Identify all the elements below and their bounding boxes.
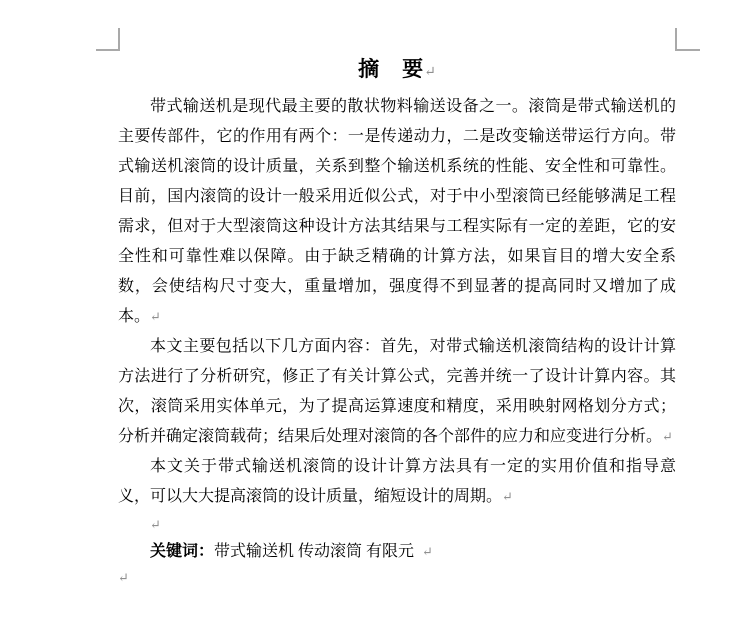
keywords-text: 带式输送机 传动滚筒 有限元 (214, 543, 415, 560)
margin-crop-mark-top-right-horizontal (675, 49, 700, 51)
paragraph-mark-icon: ↵ (502, 489, 513, 504)
abstract-paragraph-1-text: 带式输送机是现代最主要的散状物料输送设备之一。滚筒是带式输送机的主要传部件，它的作用有两个：一是传递动力，二是改变输送带运行方向。带式输送机滚筒的设计质量，关系到整个输送机系统的性能、安全性和可靠性。目前，国内滚筒的设计一般采用近似公式，对于中小型滚筒已经能够满足工程需求，但对于大型滚筒这种设计方法其结果与工程实际有一定的差距，它的安全性和可靠性难以保障。由于缺乏精确的计算方法，如果盲目的增大安全系数，会使结构尺寸变大，重量增加，强度得不到显著的提高同时又增加了成本。 (118, 98, 676, 325)
paragraph-mark-icon: ↵ (424, 65, 436, 80)
paragraph-mark-icon: ↵ (422, 544, 433, 559)
page-title (118, 52, 676, 90)
paragraph-mark-icon: ↵ (662, 429, 673, 444)
margin-crop-mark-top-left-vertical (118, 28, 120, 51)
paragraph-mark-icon: ↵ (118, 570, 129, 585)
abstract-paragraph-1 (118, 92, 676, 332)
abstract-paragraph-3 (118, 452, 676, 512)
abstract-content (118, 52, 676, 591)
keywords-line (118, 538, 676, 565)
empty-paragraph (118, 512, 676, 538)
page-title-text: 摘 要 (358, 57, 425, 81)
abstract-paragraph-3-text: 本文关于带式输送机滚筒的设计计算方法具有一定的实用价值和指导意义，可以大大提高滚筒的设计质量，缩短设计的周期。 (118, 458, 676, 505)
paragraph-mark-icon: ↵ (150, 517, 161, 532)
abstract-paragraph-2 (118, 332, 676, 452)
paragraph-mark-icon: ↵ (150, 309, 161, 324)
margin-crop-mark-top-left-horizontal (96, 49, 120, 51)
final-empty-paragraph (118, 565, 676, 591)
abstract-paragraph-2-text: 本文主要包括以下几方面内容：首先，对带式输送机滚筒结构的设计计算方法进行了分析研究，修正了有关计算公式，完善并统一了设计计算内容。其次，滚筒采用实体单元，为了提高运算速度和精度，采用映射网格划分方式；分析并确定滚筒载荷；结果后处理对滚筒的各个部件的应力和应变进行分析。 (118, 338, 676, 445)
margin-crop-mark-top-right-vertical (675, 28, 677, 51)
keywords-label: 关键词： (150, 543, 215, 560)
